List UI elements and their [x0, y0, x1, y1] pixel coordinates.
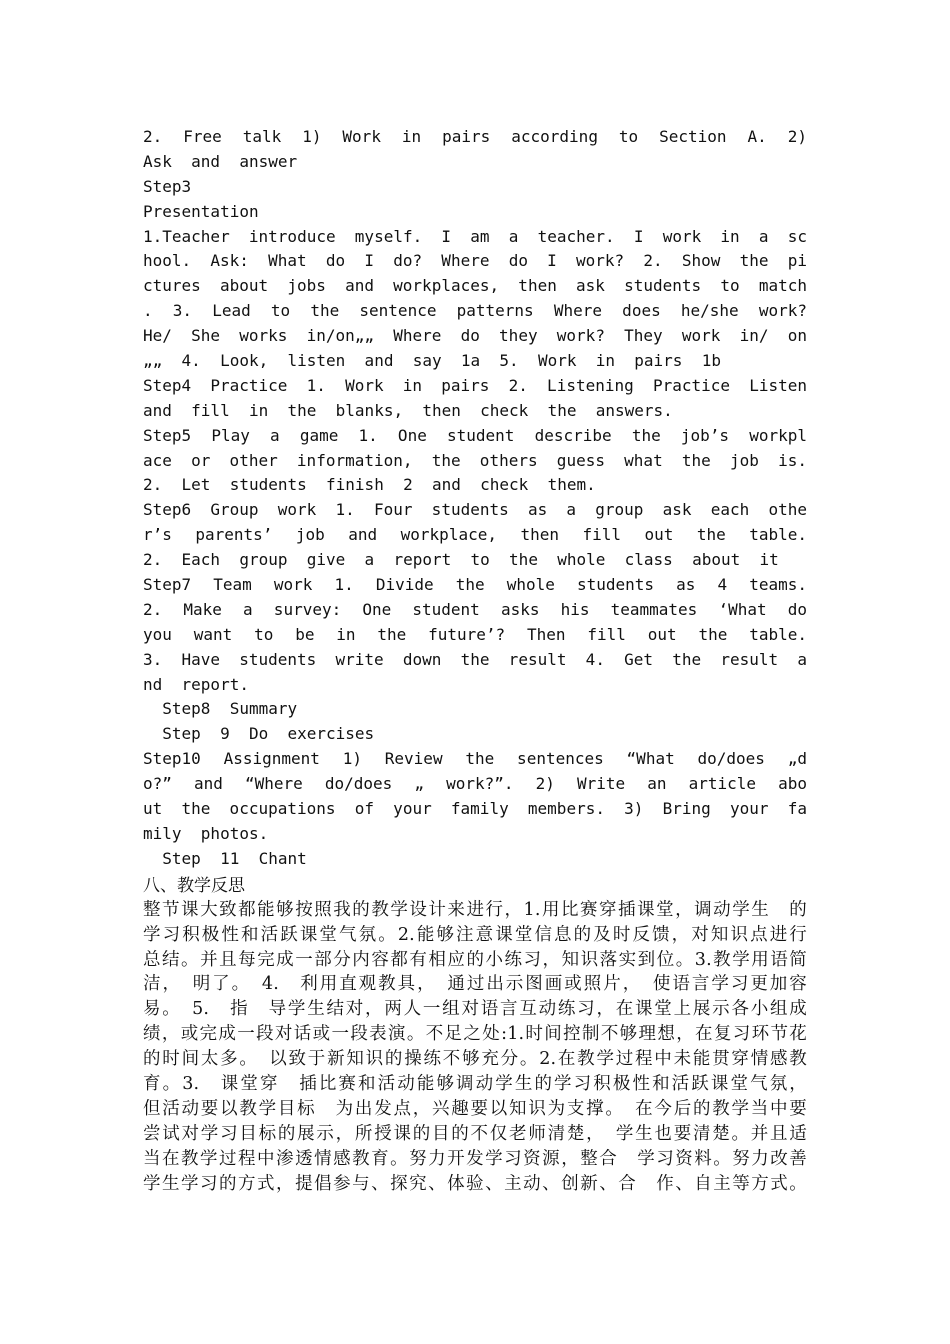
lesson-step-line: Presentation: [143, 201, 259, 221]
lesson-step-line: 3. Have students write down the result 4. Get the result a: [143, 649, 807, 669]
lesson-step-line: He/ She works in/on„„ Where do they work? They work in/ on: [143, 326, 807, 346]
lesson-step-line: Step4 Practice 1. Work in pairs 2. Listening Practice Listen: [143, 375, 807, 395]
lesson-step-line: Step7 Team work 1. Divide the whole students as 4 teams.: [143, 575, 807, 595]
lesson-step-line: o?” and “Where do/does „ work?”. 2) Write an article abo: [143, 774, 807, 794]
lesson-step-line: and fill in the blanks, then check the answers.: [143, 400, 673, 420]
lesson-step-line: . 3. Lead to the sentence patterns Where does he/she work?: [143, 301, 807, 321]
lesson-step-line: r’s parents’ job and workplace, then fill out the table.: [143, 525, 807, 545]
lesson-step-line: Step 11 Chant: [143, 848, 307, 868]
reflection-line: 但活动要以教学目标 为出发点，兴趣要以知识为支撑。 在今后的教学当中要: [143, 1098, 807, 1119]
reflection-line: 易。 5. 指 导学生结对，两人一组对语言互动练习，在课堂上展示各小组成: [143, 999, 807, 1020]
lesson-step-line: ctures about jobs and workplaces, then ask students to match: [143, 276, 807, 296]
reflection-line: 学生学习的方式，提倡参与、探究、体验、主动、创新、合 作、自主等方式。: [143, 1173, 807, 1194]
lesson-step-line: you want to be in the future’? Then fill out the table.: [143, 624, 807, 644]
lesson-step-line: 2. Free talk 1) Work in pairs according to Section A. 2): [143, 127, 807, 146]
lesson-step-line: Step 9 Do exercises: [143, 724, 375, 744]
lesson-step-line: ace or other information, the others guess what the job is.: [143, 450, 807, 470]
lesson-step-line: 2. Let students finish 2 and check them.: [143, 475, 596, 495]
reflection-section: [143, 898, 807, 1197]
lesson-step-line: Step10 Assignment 1) Review the sentences “What do/does „d: [143, 749, 807, 769]
reflection-line: 总结。并且每完成一部分内容都有相应的小练习，知识落实到位。3.教学用语简: [143, 949, 807, 970]
lesson-steps-section: [143, 125, 807, 872]
lesson-step-line: „„ 4. Look, listen and say 1a 5. Work in pairs 1b: [143, 351, 721, 371]
reflection-line: 洁， 明了。 4. 利用直观教具， 通过出示图画或照片， 使语言学习更加容: [143, 974, 807, 995]
reflection-line: 绩，或完成一段对话或一段表演。不足之处:1.时间控制不够理想，在复习环节花: [143, 1024, 807, 1045]
reflection-heading: 八、教学反思: [143, 875, 245, 896]
reflection-line: 学习积极性和活跃课堂气氛。2.能够注意课堂信息的及时反馈，对知识点进行: [143, 924, 807, 945]
lesson-step-line: Step8 Summary: [143, 699, 298, 719]
reflection-line: 整节课大致都能够按照我的教学设计来进行，1.用比赛穿插课堂，调动学生 的: [143, 899, 807, 920]
page-content: [143, 125, 807, 1196]
reflection-line: 的时间太多。 以致于新知识的操练不够充分。2.在教学过程中未能贯穿情感教: [143, 1049, 807, 1070]
lesson-step-line: mily photos.: [143, 823, 269, 843]
lesson-step-line: Ask and answer: [143, 151, 298, 171]
reflection-line: 当在教学过程中渗透情感教育。努力开发学习资源，整合 学习资料。努力改善: [143, 1148, 807, 1169]
reflection-line: 育。3. 课堂穿 插比赛和活动能够调动学生的学习积极性和活跃课堂气氛，: [143, 1073, 807, 1094]
lesson-step-line: hool. Ask: What do I do? Where do I work? 2. Show the pi: [143, 251, 807, 271]
lesson-step-line: ut the occupations of your family members. 3) Bring your fa: [143, 799, 807, 819]
lesson-step-line: Step6 Group work 1. Four students as a group ask each othe: [143, 500, 807, 520]
lesson-step-line: Step5 Play a game 1. One student describe the job’s workpl: [143, 425, 807, 445]
lesson-step-line: 2. Make a survey: One student asks his teammates ‘What do: [143, 599, 807, 619]
reflection-line: 尝试对学习目标的展示，所授课的目的不仅老师清楚， 学生也要清楚。并且适: [143, 1123, 807, 1144]
lesson-step-line: 2. Each group give a report to the whole class about it: [143, 550, 779, 570]
lesson-step-line: 1.Teacher introduce myself. I am a teacher. I work in a sc: [143, 226, 807, 246]
lesson-step-line: Step3: [143, 176, 192, 196]
lesson-step-line: nd report.: [143, 674, 249, 694]
